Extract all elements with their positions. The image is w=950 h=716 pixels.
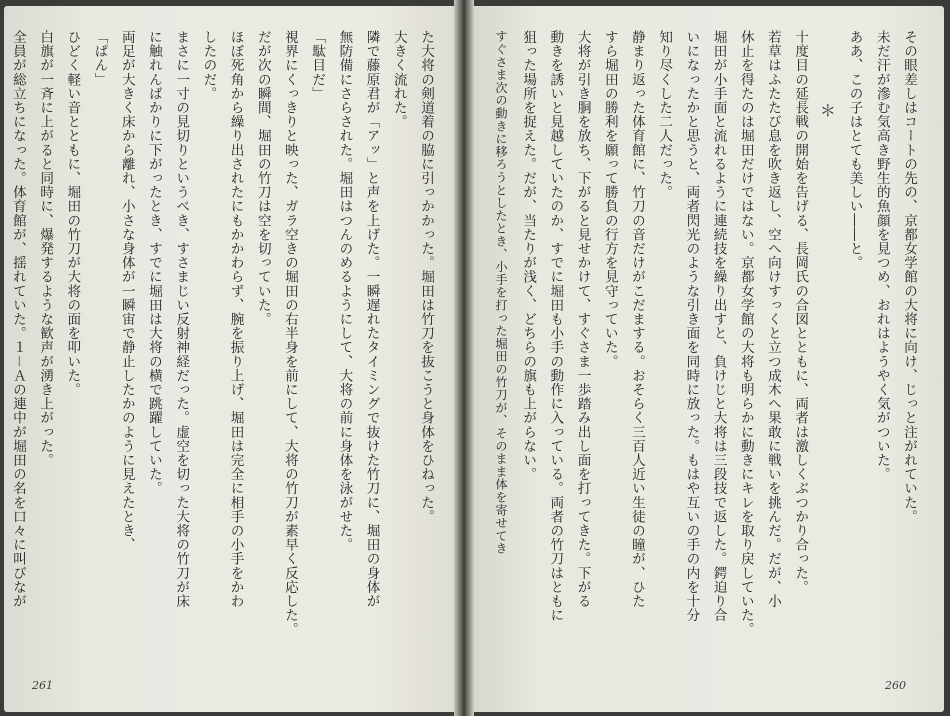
- text-line: 大きく流れた。: [390, 30, 407, 129]
- text-line: 若草はふたたび息を吹き返し、空へ向けすっくと立つ成木へ果敢に戦いを挑んだ。だが、小: [764, 30, 781, 609]
- text-line: 休止を得たのは堀田だけではない。京都女学館の大将も明らかに動きにキレを取り戻していた。: [737, 30, 754, 637]
- right-page-text: [476, 30, 922, 645]
- text-line: まさに一寸の見切りというべき、すさまじい反射神経だった。虚空を切った大将の竹刀が床: [173, 30, 190, 609]
- text-line: 両足が大きく床から離れ、小さな身体が一瞬宙で静止したかのように見えたとき、: [118, 30, 135, 552]
- text-line: すぐさま次の動きに移ろうとしたとき、小手を打った堀田の竹刀が、そのまま体を寄せてき: [493, 30, 508, 555]
- text-line: 動きを誘いと見越していたのか、すでに堀田も小手の動作に入っている。両者の竹刀はともに: [547, 30, 564, 623]
- text-line: したのだ。: [200, 30, 217, 101]
- text-line: ひどく軽い音とともに、堀田の竹刀が大将の面を叩いた。: [64, 30, 81, 397]
- left-page: [4, 6, 459, 712]
- page-number: 260: [885, 679, 906, 692]
- text-line: 十度目の延長戦の開始を告げる、長岡氏の合図とともに、両者は激しくぶつかり合った。: [792, 30, 809, 594]
- page-number: 261: [32, 679, 53, 692]
- text-line: に触れんばかりに下がったとき、すでに堀田は大将の横で跳躍していた。: [145, 30, 162, 496]
- text-line: 無防備にさらされた。堀田はつんのめるようにして、大将の前に身体を泳がせた。: [336, 30, 353, 552]
- text-line: 未だ汗が滲む気高き野生的魚顔を見つめ、おれはようやく気がついた。: [873, 30, 890, 482]
- text-line: ああ、この子はとても美しい――と。: [846, 30, 863, 270]
- section-separator: ＊: [817, 102, 837, 119]
- text-line: 知り尽くした二人だった。: [656, 30, 673, 200]
- text-line: 「駄目だ」: [309, 30, 326, 101]
- text-line: その眼差しはコートの先の、京都女学館の大将に向け、じっと注がれていた。: [901, 30, 917, 524]
- text-line: 「ぱん」: [91, 30, 108, 87]
- text-line: 大将が引き胴を放ち、下がると見せかけて、すぐさま一歩踏み出し面を打ってきた。下がる: [574, 30, 591, 609]
- text-line: 全員が総立ちになった。体育館が、揺れていた。１－Ａの連中が堀田の名を口々に叫びなが: [9, 30, 26, 609]
- left-page-text: [9, 30, 439, 645]
- text-line: た大将の剣道着の脇に引っかかった。堀田は竹刀を抜こうと身体をひねった。: [418, 30, 434, 524]
- text-line: すら堀田の勝利を願って勝負の行方を見守っていた。: [601, 30, 618, 369]
- text-line: だが次の瞬間、堀田の竹刀は空を切っていた。: [254, 30, 271, 327]
- text-line: 白旗が一斉に上がると同時に、爆発するような歓声が湧き上がった。: [37, 30, 54, 468]
- text-line: 堀田が小手面と流れるように連続技を繰り出すと、負けじと大将は三段技で返した。鍔迫り合: [710, 30, 727, 623]
- text-line: [0, 30, 4, 645]
- text-line: 狙った場所を捉えた。だが、当たりが浅く、どちらの旗も上がらない。: [520, 30, 537, 482]
- text-line: ほぼ死角から繰り出されたにもかかわらず、腕を振り上げ、堀田は完全に相手の小手をかわ: [227, 30, 244, 609]
- right-page: [466, 6, 944, 712]
- text-line: いになったかと思うと、両者閃光のような引き面を同時に放った。もはや互いの手の内を十分: [683, 30, 700, 623]
- text-line: 隣で藤原君が「アッ」と声を上げた。一瞬遅れたタイミングで抜けた竹刀に、堀田の身体が: [363, 30, 380, 609]
- book-gutter: [454, 0, 474, 716]
- text-line: 視界にくっきりと映った、ガラ空きの堀田の右半身を前にして、大将の竹刀が素早く反応した。: [281, 30, 298, 637]
- text-line: 静まり返った体育館に、竹刀の音だけがこだまする。おそらく三百人近い生徒の瞳が、ひた: [628, 30, 645, 609]
